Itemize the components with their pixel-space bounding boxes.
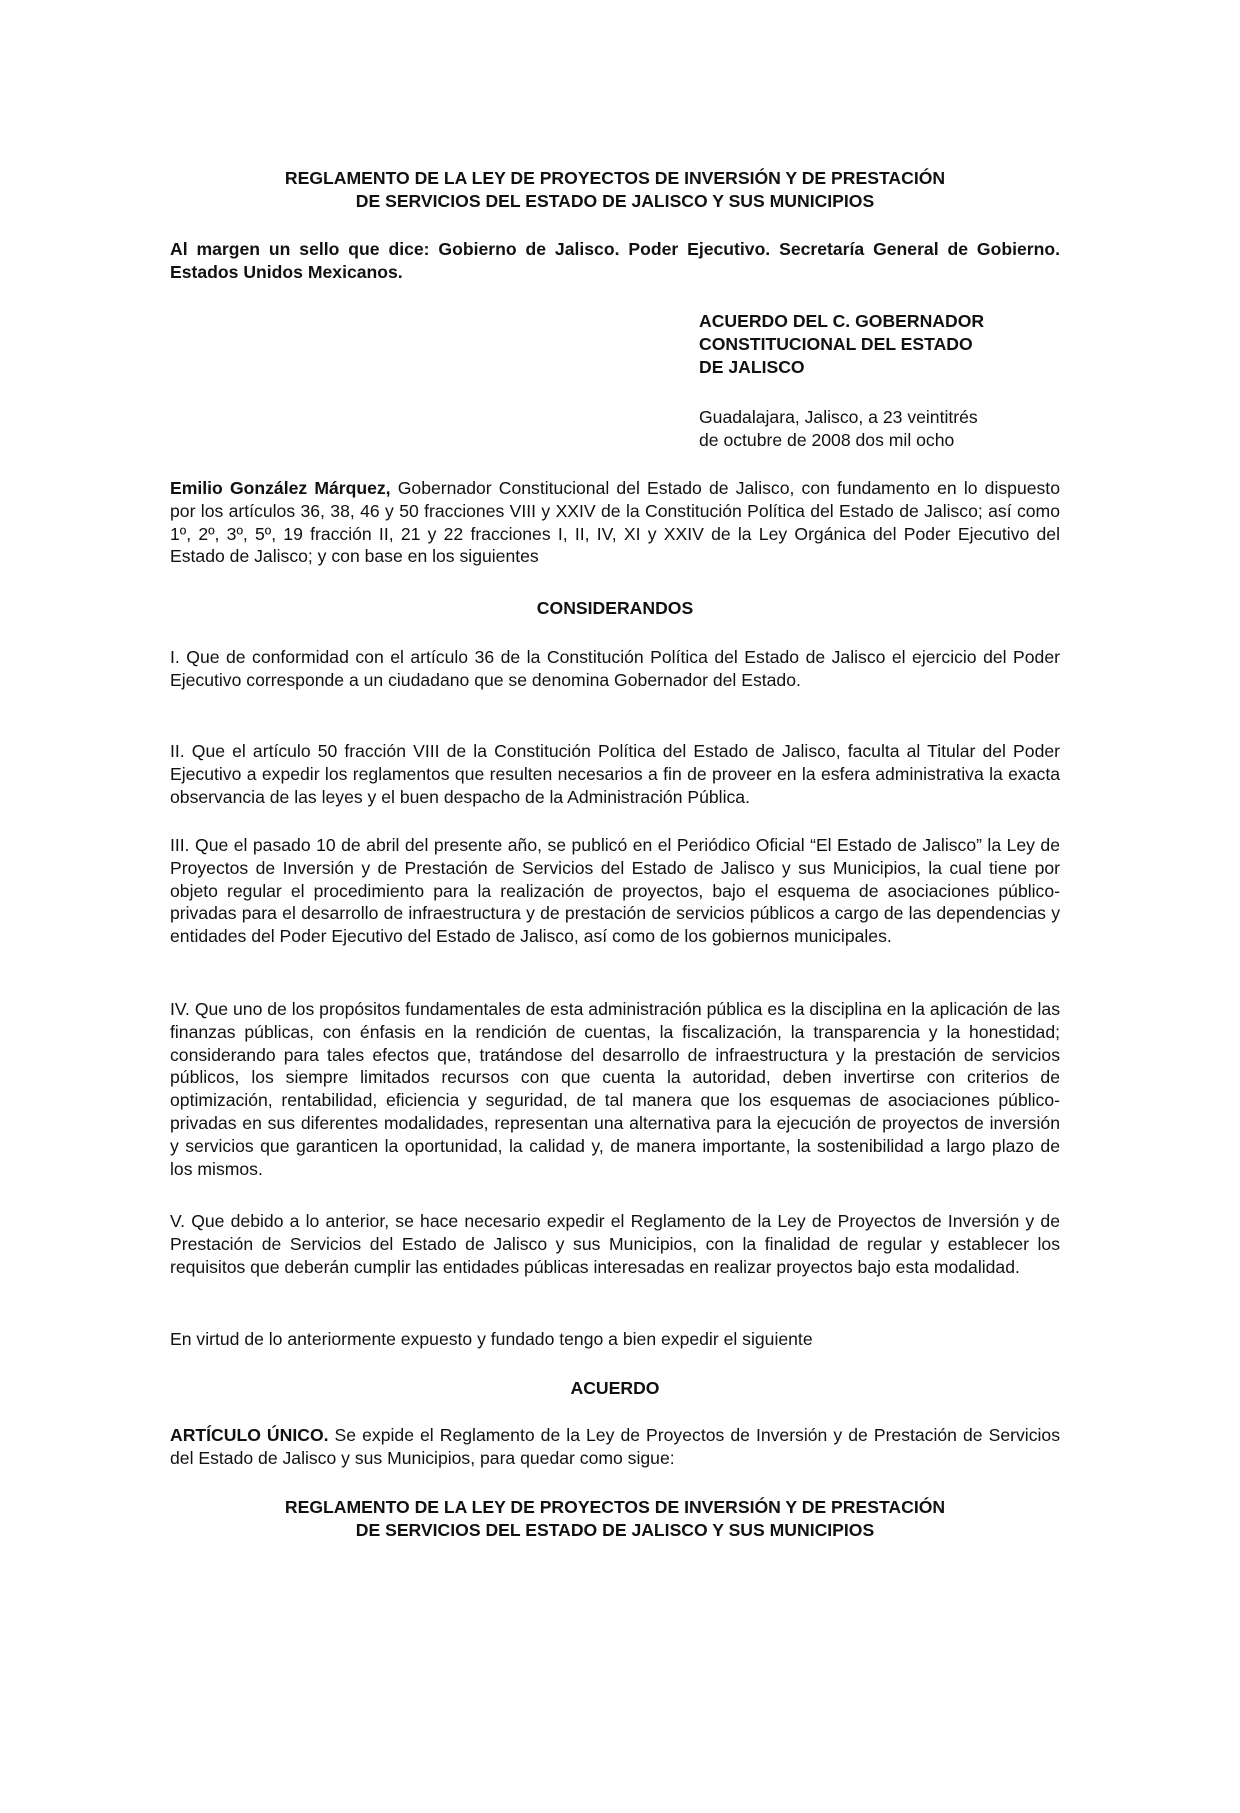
- reglamento-title-line-1: REGLAMENTO DE LA LEY DE PROYECTOS DE INVERSIÓN Y DE PRESTACIÓN: [284, 1497, 946, 1517]
- reglamento-title-line-2: DE SERVICIOS DEL ESTADO DE JALISCO Y SUS MUNICIPIOS: [355, 1520, 875, 1540]
- considerando-5: V. Que debido a lo anterior, se hace necesario expedir el Reglamento de la Ley de Proyectos de Inversión y de Prestación de Servicios del Estado de Jalisco y sus Municipios, con la finalidad de regular y establecer los requisitos que deberán cumplir las entidades públicas interesadas en realizar proyectos bajo esta modalidad.: [170, 1211, 1060, 1277]
- agreement-heading-line-2: CONSTITUCIONAL DEL ESTADO: [699, 333, 973, 354]
- considerando-4: IV. Que uno de los propósitos fundamentales de esta administración pública es la disciplina en la aplicación de las finanzas públicas, con énfasis en la rendición de cuentas, la fiscalización, la transparencia y la honestidad; considerando para tales efectos que, tratándose del desarrollo de infraestructura y la prestación de servicios públicos, los siempre limitados recursos con que cuenta la autoridad, deben invertirse con criterios de optimización, rentabilidad, eficiencia y seguridad, de tal manera que los esquemas de asociaciones público-privadas en sus diferentes modalidades, representan una alternativa para la ejecución de proyectos de inversión y servicios que garanticen la oportunidad, la calidad y, de manera importante, la sostenibilidad a largo plazo de los mismos.: [170, 999, 1060, 1179]
- virtue-line: En virtud de lo anteriormente expuesto y fundado tengo a bien expedir el siguiente: [170, 1329, 813, 1349]
- considerando-2: II. Que el artículo 50 fracción VIII de la Constitución Política del Estado de Jalisco, faculta al Titular del Poder Ejecutivo a expedir los reglamentos que resulten necesarios a fin de proveer en la esfera administrativa la exacta observancia de las leyes y el buen despacho de la Administración Pública.: [170, 741, 1060, 807]
- reglamento-title: [170, 1496, 1060, 1542]
- article-text: Se expide el Reglamento de la Ley de Proyectos de Inversión y de Prestación de Servicios del Estado de Jalisco y sus Municipios, para quedar como sigue:: [170, 1425, 1060, 1468]
- agreement-heading: [699, 310, 1059, 378]
- intro-paragraph: [170, 477, 1060, 568]
- article-label: ARTÍCULO ÚNICO.: [170, 1425, 329, 1445]
- article-unico: [170, 1424, 1060, 1470]
- governor-name: Emilio González Márquez,: [170, 478, 391, 498]
- acuerdo-heading: ACUERDO: [570, 1378, 660, 1398]
- agreement-heading-line-3: DE JALISCO: [699, 356, 805, 377]
- document-title: [170, 167, 1060, 213]
- considerandos-heading: CONSIDERANDOS: [536, 598, 694, 618]
- place-date-line-2: de octubre de 2008 dos mil ocho: [699, 429, 955, 450]
- document-title-line-1: REGLAMENTO DE LA LEY DE PROYECTOS DE INVERSIÓN Y DE PRESTACIÓN: [284, 168, 946, 188]
- considerando-3: III. Que el pasado 10 de abril del presente año, se publicó en el Periódico Oficial “El Estado de Jalisco” la Ley de Proyectos de Inversión y de Prestación de Servicios del Estado de Jalisco y sus Municipios, la cual tiene por objeto regular el procedimiento para la realización de proyectos, bajo el esquema de asociaciones público-privadas para el desarrollo de infraestructura y de prestación de servicios públicos a cargo de las dependencias y entidades del Poder Ejecutivo del Estado de Jalisco, así como de los gobiernos municipales.: [170, 835, 1060, 947]
- intro-text: Gobernador Constitucional del Estado de Jalisco, con fundamento en lo dispuesto por los artículos 36, 38, 46 y 50 fracciones VIII y XXIV de la Constitución Política del Estado de Jalisco; así como 1º, 2º, 3º, 5º, 19 fracción II, 21 y 22 fracciones I, II, IV, XI y XXIV de la Ley Orgánica del Poder Ejecutivo del Estado de Jalisco; y con base en los siguientes: [170, 478, 1060, 567]
- seal-note: Al margen un sello que dice: Gobierno de Jalisco. Poder Ejecutivo. Secretaría General de Gobierno. Estados Unidos Mexicanos.: [170, 239, 1060, 282]
- place-date: [699, 406, 1059, 452]
- document-title-line-2: DE SERVICIOS DEL ESTADO DE JALISCO Y SUS MUNICIPIOS: [355, 191, 875, 211]
- considerando-1: I. Que de conformidad con el artículo 36 de la Constitución Política del Estado de Jalisco el ejercicio del Poder Ejecutivo corresponde a un ciudadano que se denomina Gobernador del Estado.: [170, 647, 1060, 690]
- place-date-line-1: Guadalajara, Jalisco, a 23 veintitrés: [699, 407, 978, 427]
- agreement-heading-line-1: ACUERDO DEL C. GOBERNADOR: [699, 311, 985, 331]
